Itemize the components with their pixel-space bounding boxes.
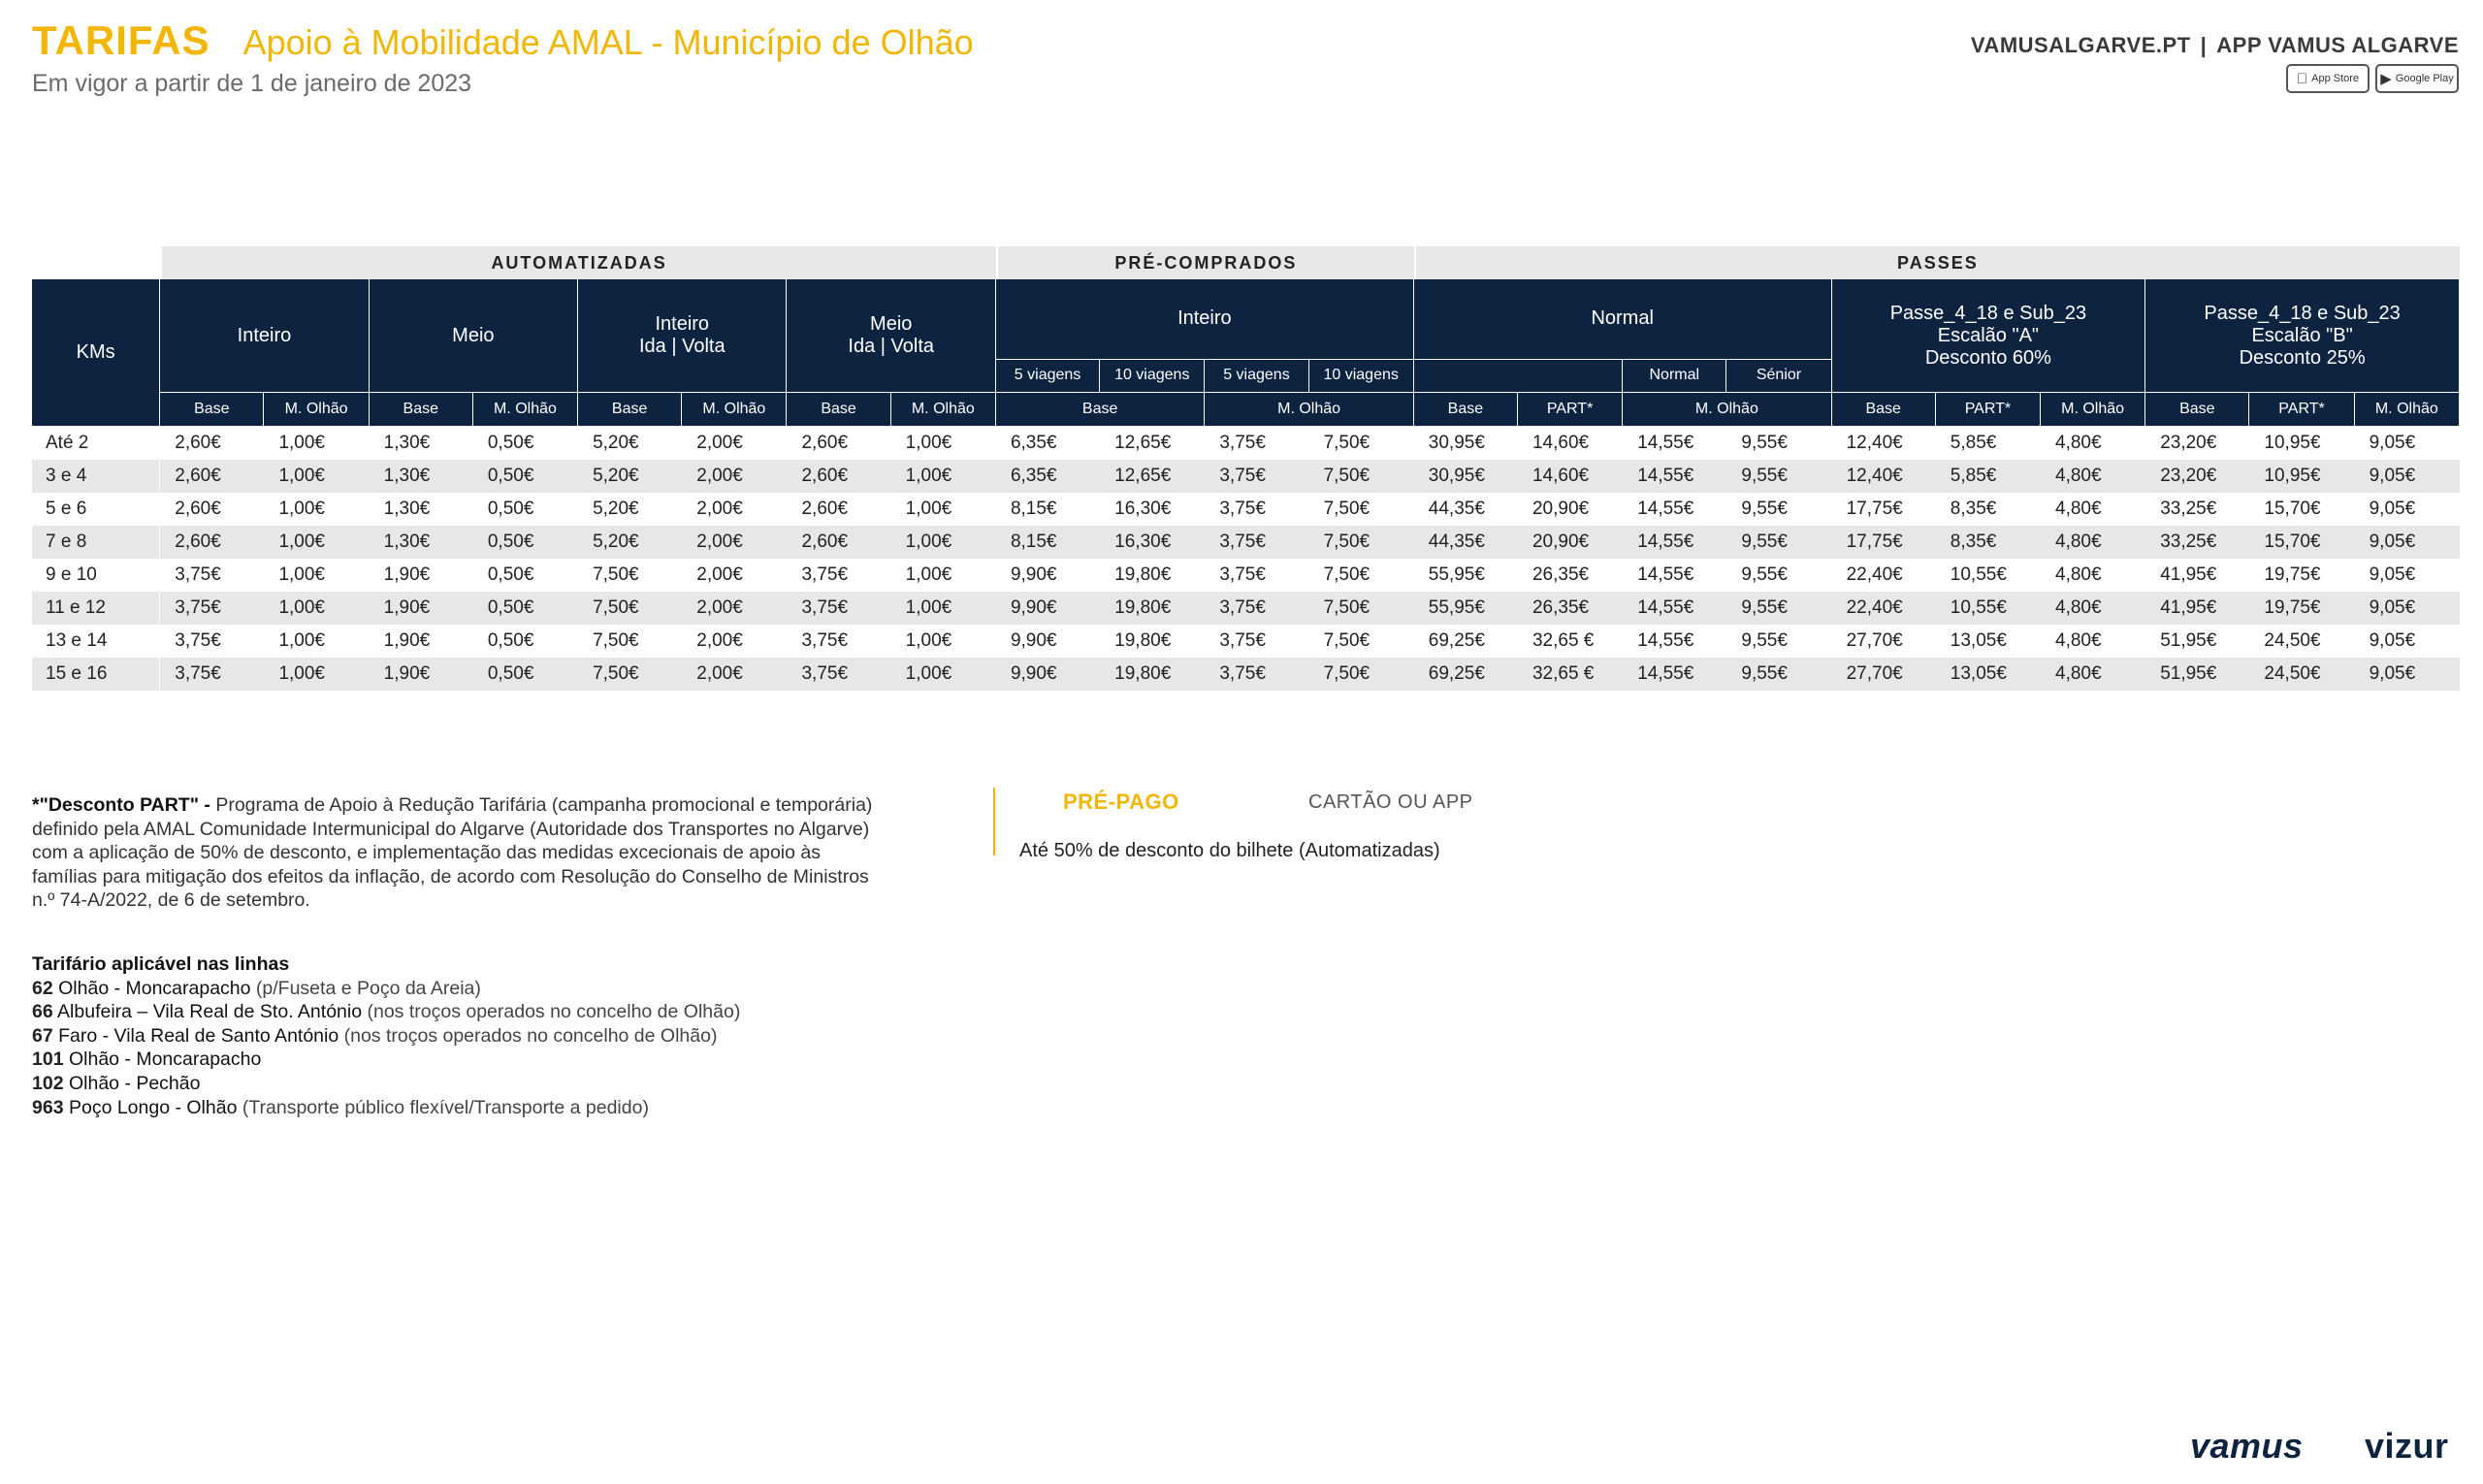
fare-cell: 5,20€ [578, 526, 682, 559]
escalao-a-base: Base [1832, 393, 1936, 427]
fare-cell: 1,00€ [891, 493, 996, 526]
passes-escalao-b-header [2145, 279, 2460, 393]
play-icon: ▶ [2380, 71, 2392, 87]
escalao-a-line1: Passe_4_18 e Sub_23 [1889, 302, 2087, 324]
passes-escalao-a-header [1832, 279, 2146, 393]
pre-5-viagens-a: 5 viagens [996, 360, 1100, 393]
fare-cell: 9,90€ [996, 625, 1100, 658]
fare-cell: 19,80€ [1100, 592, 1205, 625]
google-play-badge[interactable] [2375, 64, 2459, 93]
fare-cell: 12,40€ [1832, 427, 1936, 460]
km-range: 13 e 14 [32, 625, 160, 658]
fare-cell: 4,80€ [2041, 427, 2145, 460]
prepago-divider [993, 788, 995, 855]
fare-cell: 3,75€ [1205, 526, 1308, 559]
fare-cell: 9,05€ [2355, 460, 2460, 493]
fare-cell: 7,50€ [1309, 526, 1414, 559]
auto-meio-iv-line1: Meio [870, 313, 913, 335]
fare-table [32, 246, 2460, 691]
app-store-label: App Store [2306, 73, 2354, 84]
fare-cell: 1,00€ [891, 625, 996, 658]
fare-cell: 2,60€ [160, 493, 264, 526]
fare-cell: 8,35€ [1936, 493, 2041, 526]
fare-cell: 14,55€ [1623, 526, 1726, 559]
escalao-b-line1: Passe_4_18 e Sub_23 [2204, 302, 2401, 324]
fare-cell: 19,80€ [1100, 625, 1205, 658]
fare-cell: 3,75€ [787, 592, 890, 625]
line-extra: (nos troços operados no concelho de Olhão) [343, 1024, 718, 1047]
fare-cell: 9,05€ [2355, 658, 2460, 691]
fare-cell: 9,55€ [1726, 526, 1831, 559]
fare-cell: 1,30€ [370, 493, 473, 526]
fare-cell: 1,90€ [370, 658, 473, 691]
fare-cell: 15,70€ [2249, 493, 2354, 526]
fare-cell: 5,20€ [578, 460, 682, 493]
fare-cell: 13,05€ [1936, 625, 2041, 658]
group-pre-comprados: PRÉ-COMPRADOS [996, 246, 1414, 279]
header-row-1 [32, 279, 2460, 360]
fare-cell: 14,55€ [1623, 427, 1726, 460]
fare-cell: 0,50€ [473, 427, 578, 460]
fare-cell: 1,00€ [891, 460, 996, 493]
fare-cell: 12,40€ [1832, 460, 1936, 493]
fare-cell: 24,50€ [2249, 658, 2354, 691]
fare-cell: 27,70€ [1832, 658, 1936, 691]
fare-cell: 13,05€ [1936, 658, 2041, 691]
table-row [32, 493, 2460, 526]
line-route: Olhão - Pechão [68, 1072, 201, 1094]
group-automatizadas: AUTOMATIZADAS [160, 246, 996, 279]
pre-10-viagens-b: 10 viagens [1309, 360, 1414, 393]
fare-cell: 7,50€ [1309, 592, 1414, 625]
line-extra: (Transporte público flexível/Transporte a pedido) [242, 1096, 649, 1118]
auto-meio-iv-header [787, 279, 995, 393]
fare-cell: 2,00€ [682, 493, 787, 526]
fare-cell: 9,90€ [996, 658, 1100, 691]
escalao-b-part: PART* [2249, 393, 2354, 427]
fare-cell: 22,40€ [1832, 592, 1936, 625]
fare-cell: 1,30€ [370, 460, 473, 493]
fare-cell: 4,80€ [2041, 592, 2145, 625]
fare-cell: 32,65 € [1518, 625, 1623, 658]
fare-cell: 41,95€ [2145, 559, 2249, 592]
fare-cell: 2,00€ [682, 559, 787, 592]
fare-cell: 8,15€ [996, 493, 1100, 526]
km-range: 11 e 12 [32, 592, 160, 625]
fare-cell: 1,00€ [891, 427, 996, 460]
pre-base: Base [996, 393, 1205, 427]
auto-inteiro-base: Base [160, 393, 264, 427]
fare-cell: 16,30€ [1100, 493, 1205, 526]
line-item [32, 1024, 740, 1048]
fare-cell: 12,65€ [1100, 427, 1205, 460]
fare-cell: 7,50€ [578, 625, 682, 658]
fare-cell: 4,80€ [2041, 493, 2145, 526]
header-row-3 [32, 393, 2460, 427]
table-row [32, 625, 2460, 658]
vamus-logo: vamus [2190, 1426, 2304, 1466]
fare-cell: 7,50€ [578, 559, 682, 592]
km-range: 3 e 4 [32, 460, 160, 493]
fare-cell: 26,35€ [1518, 559, 1623, 592]
fare-cell: 10,95€ [2249, 427, 2354, 460]
fare-cell: 33,25€ [2145, 526, 2249, 559]
fare-cell: 8,15€ [996, 526, 1100, 559]
normal-part: PART* [1518, 393, 1623, 427]
fare-cell: 12,65€ [1100, 460, 1205, 493]
fare-cell: 41,95€ [2145, 592, 2249, 625]
fare-cell: 33,25€ [2145, 493, 2249, 526]
fare-cell: 19,80€ [1100, 559, 1205, 592]
brand-links [1971, 33, 2459, 58]
fare-cell: 0,50€ [473, 493, 578, 526]
fare-cell: 14,55€ [1623, 592, 1726, 625]
prepago-description: Até 50% de desconto do bilhete (Automatizadas) [1019, 840, 1440, 861]
fare-cell: 4,80€ [2041, 526, 2145, 559]
pre-10-viagens-a: 10 viagens [1100, 360, 1205, 393]
fare-cell: 32,65 € [1518, 658, 1623, 691]
fare-cell: 23,20€ [2145, 460, 2249, 493]
fare-cell: 2,60€ [787, 526, 890, 559]
fare-cell: 2,60€ [160, 460, 264, 493]
fare-cell: 3,75€ [787, 625, 890, 658]
fare-cell: 3,75€ [787, 559, 890, 592]
applicable-lines [32, 952, 740, 1119]
normal-molhao: M. Olhão [1623, 393, 1831, 427]
fare-cell: 7,50€ [578, 658, 682, 691]
fare-cell: 1,00€ [264, 592, 369, 625]
normal-sub-header: Normal [1623, 360, 1726, 393]
fare-cell: 3,75€ [1205, 592, 1308, 625]
group-passes: PASSES [1414, 246, 2460, 279]
fare-cell: 9,05€ [2355, 427, 2460, 460]
fare-cell: 1,00€ [264, 658, 369, 691]
fare-cell: 2,00€ [682, 460, 787, 493]
line-number: 102 [32, 1072, 64, 1094]
fare-cell: 24,50€ [2249, 625, 2354, 658]
fare-cell: 0,50€ [473, 592, 578, 625]
fare-cell: 9,55€ [1726, 559, 1831, 592]
fare-cell: 9,05€ [2355, 526, 2460, 559]
fare-cell: 14,55€ [1623, 658, 1726, 691]
separator: | [2200, 33, 2208, 57]
fare-cell: 1,90€ [370, 559, 473, 592]
fare-cell: 8,35€ [1936, 526, 2041, 559]
fare-cell: 2,60€ [160, 427, 264, 460]
fare-cell: 51,95€ [2145, 625, 2249, 658]
fare-cell: 69,25€ [1414, 658, 1518, 691]
auto-meio-iv-molhao: M. Olhão [891, 393, 996, 427]
table-row [32, 526, 2460, 559]
line-number: 62 [32, 977, 53, 999]
fare-cell: 6,35€ [996, 427, 1100, 460]
fare-cell: 1,00€ [264, 526, 369, 559]
auto-meio-header: Meio [370, 279, 578, 393]
km-range: Até 2 [32, 427, 160, 460]
fare-table-body [32, 427, 2460, 691]
group-empty [32, 246, 160, 279]
fare-cell: 1,30€ [370, 526, 473, 559]
escalao-a-line3: Desconto 60% [1924, 346, 2051, 369]
line-number: 66 [32, 1001, 53, 1023]
vizur-logo: vizur [2365, 1426, 2449, 1466]
line-item [32, 1048, 740, 1072]
line-route: Poço Longo - Olhão [68, 1096, 238, 1118]
prepago-card-label: CARTÃO OU APP [1308, 791, 1473, 813]
fare-cell: 2,00€ [682, 592, 787, 625]
fare-cell: 1,00€ [264, 493, 369, 526]
fare-cell: 4,80€ [2041, 658, 2145, 691]
fare-cell: 9,05€ [2355, 625, 2460, 658]
fare-cell: 10,55€ [1936, 592, 2041, 625]
fare-cell: 3,75€ [160, 658, 264, 691]
line-number: 67 [32, 1024, 53, 1047]
normal-base: Base [1414, 393, 1518, 427]
line-item [32, 1096, 740, 1120]
fare-cell: 9,05€ [2355, 493, 2460, 526]
fare-cell: 3,75€ [1205, 658, 1308, 691]
fare-cell: 9,55€ [1726, 493, 1831, 526]
app-link[interactable]: APP VAMUS ALGARVE [2216, 33, 2459, 57]
fare-cell: 2,00€ [682, 625, 787, 658]
pre-5-viagens-b: 5 viagens [1205, 360, 1308, 393]
fare-cell: 44,35€ [1414, 526, 1518, 559]
apple-icon [2297, 71, 2307, 87]
table-row [32, 427, 2460, 460]
fare-cell: 7,50€ [1309, 460, 1414, 493]
fare-cell: 1,00€ [891, 592, 996, 625]
line-extra: (p/Fuseta e Poço da Areia) [255, 977, 481, 999]
fare-cell: 0,50€ [473, 559, 578, 592]
fare-cell: 0,50€ [473, 526, 578, 559]
page-title: TARIFAS [32, 17, 210, 63]
fare-cell: 9,55€ [1726, 625, 1831, 658]
line-item [32, 1072, 740, 1096]
page-subtitle: Apoio à Mobilidade AMAL - Município de Olhão [242, 22, 974, 62]
fare-cell: 20,90€ [1518, 526, 1623, 559]
escalao-b-molhao: M. Olhão [2355, 393, 2460, 427]
fare-cell: 1,90€ [370, 625, 473, 658]
fare-cell: 2,60€ [160, 526, 264, 559]
fare-cell: 1,00€ [264, 625, 369, 658]
auto-inteiro-header: Inteiro [160, 279, 369, 393]
fare-cell: 14,55€ [1623, 460, 1726, 493]
auto-meio-iv-line2: Ida | Volta [848, 336, 934, 357]
line-route: Olhão - Moncarapacho [58, 977, 251, 999]
normal-blank [1414, 360, 1623, 393]
fare-cell: 7,50€ [1309, 625, 1414, 658]
fare-cell: 7,50€ [578, 592, 682, 625]
fare-cell: 14,55€ [1623, 493, 1726, 526]
fare-cell: 14,55€ [1623, 559, 1726, 592]
fare-cell: 7,50€ [1309, 559, 1414, 592]
fare-cell: 1,00€ [891, 526, 996, 559]
fare-cell: 20,90€ [1518, 493, 1623, 526]
fare-cell: 2,00€ [682, 427, 787, 460]
part-note-title: *"Desconto PART" - [32, 794, 210, 816]
line-number: 101 [32, 1048, 64, 1071]
auto-meio-iv-base: Base [787, 393, 890, 427]
km-range: 7 e 8 [32, 526, 160, 559]
fare-cell: 55,95€ [1414, 559, 1518, 592]
line-route: Olhão - Moncarapacho [68, 1048, 262, 1071]
fare-cell: 3,75€ [787, 658, 890, 691]
km-range: 9 e 10 [32, 559, 160, 592]
fare-cell: 14,60€ [1518, 427, 1623, 460]
fare-cell: 9,05€ [2355, 592, 2460, 625]
validity-date: Em vigor a partir de 1 de janeiro de 2023 [32, 70, 472, 97]
fare-cell: 9,55€ [1726, 658, 1831, 691]
auto-inteiro-iv-header [578, 279, 787, 393]
fare-cell: 2,60€ [787, 493, 890, 526]
fare-cell: 9,55€ [1726, 427, 1831, 460]
line-route: Faro - Vila Real de Santo António [58, 1024, 339, 1047]
line-item [32, 977, 740, 1001]
fare-cell: 2,60€ [787, 460, 890, 493]
fare-cell: 3,75€ [160, 592, 264, 625]
fare-cell: 0,50€ [473, 658, 578, 691]
fare-cell: 4,80€ [2041, 559, 2145, 592]
fare-cell: 14,55€ [1623, 625, 1726, 658]
fare-cell: 1,00€ [264, 559, 369, 592]
fare-cell: 5,85€ [1936, 427, 2041, 460]
fare-cell: 17,75€ [1832, 493, 1936, 526]
lines-list [32, 977, 740, 1120]
fare-cell: 55,95€ [1414, 592, 1518, 625]
fare-cell: 1,90€ [370, 592, 473, 625]
pre-molhao: M. Olhão [1205, 393, 1413, 427]
fare-cell: 7,50€ [1309, 427, 1414, 460]
auto-inteiro-iv-molhao: M. Olhão [682, 393, 787, 427]
fare-cell: 10,55€ [1936, 559, 2041, 592]
fare-cell: 23,20€ [2145, 427, 2249, 460]
fare-cell: 9,55€ [1726, 460, 1831, 493]
fare-cell: 5,20€ [578, 493, 682, 526]
fare-cell: 5,20€ [578, 427, 682, 460]
fare-cell: 3,75€ [1205, 559, 1308, 592]
escalao-b-line3: Desconto 25% [2239, 346, 2366, 369]
fare-cell: 27,70€ [1832, 625, 1936, 658]
part-note-body: Programa de Apoio à Redução Tarifária (campanha promocional e temporária) definido pela AMAL Comunidade Intermunicipal do Algarve (Autoridade dos Transportes no Algarve) com a aplicação de 50% de desconto, e implementação das medidas excecionais de apoio às famílias para mitigação dos efeitos da inflação, de acordo com Resolução do Conselho de Ministros n.º 74-A/2022, de 6 de setembro. [32, 794, 873, 911]
fare-cell: 9,90€ [996, 559, 1100, 592]
fare-cell: 17,75€ [1832, 526, 1936, 559]
prepago-title: PRÉ-PAGO [1063, 790, 1179, 814]
auto-inteiro-iv-line1: Inteiro [655, 313, 710, 335]
lines-title: Tarifário aplicável nas linhas [32, 953, 290, 975]
fare-cell: 30,95€ [1414, 460, 1518, 493]
fare-cell: 0,50€ [473, 625, 578, 658]
fare-cell: 2,00€ [682, 526, 787, 559]
fare-cell: 9,05€ [2355, 559, 2460, 592]
google-play-label: Google Play [2395, 73, 2454, 84]
fare-cell: 7,50€ [1309, 658, 1414, 691]
senior-sub-header: Sénior [1726, 360, 1831, 393]
fare-cell: 51,95€ [2145, 658, 2249, 691]
fare-cell: 1,00€ [891, 559, 996, 592]
kms-header: KMs [32, 279, 160, 427]
fare-cell: 14,60€ [1518, 460, 1623, 493]
fare-cell: 3,75€ [1205, 460, 1308, 493]
fare-cell: 3,75€ [1205, 625, 1308, 658]
fare-cell: 1,00€ [264, 427, 369, 460]
fare-cell: 1,00€ [264, 460, 369, 493]
fare-cell: 30,95€ [1414, 427, 1518, 460]
site-link[interactable]: VAMUSALGARVE.PT [1970, 33, 2191, 57]
fare-cell: 9,55€ [1726, 592, 1831, 625]
fare-cell: 15,70€ [2249, 526, 2354, 559]
part-note [32, 793, 886, 913]
line-item [32, 1000, 740, 1024]
fare-cell: 22,40€ [1832, 559, 1936, 592]
fare-cell: 4,80€ [2041, 625, 2145, 658]
fare-cell: 2,60€ [787, 427, 890, 460]
fare-cell: 1,00€ [891, 658, 996, 691]
group-header-row [32, 246, 2460, 279]
km-range: 5 e 6 [32, 493, 160, 526]
fare-cell: 19,75€ [2249, 559, 2354, 592]
fare-cell: 9,90€ [996, 592, 1100, 625]
fare-cell: 10,95€ [2249, 460, 2354, 493]
fare-cell: 3,75€ [160, 625, 264, 658]
escalao-a-part: PART* [1936, 393, 2041, 427]
table-row [32, 658, 2460, 691]
line-route: Albufeira – Vila Real de Sto. António [57, 1001, 363, 1023]
fare-cell: 69,25€ [1414, 625, 1518, 658]
fare-cell: 4,80€ [2041, 460, 2145, 493]
app-store-badge[interactable] [2286, 64, 2370, 93]
escalao-a-line2: Escalão "A" [1937, 324, 2040, 346]
fare-cell: 1,30€ [370, 427, 473, 460]
fare-cell: 3,75€ [1205, 493, 1308, 526]
pre-inteiro-header: Inteiro [996, 279, 1414, 360]
passes-normal-header: Normal [1414, 279, 1832, 360]
km-range: 15 e 16 [32, 658, 160, 691]
fare-cell: 0,50€ [473, 460, 578, 493]
auto-meio-base: Base [370, 393, 473, 427]
auto-inteiro-molhao: M. Olhão [264, 393, 369, 427]
auto-inteiro-iv-base: Base [578, 393, 682, 427]
table-row [32, 592, 2460, 625]
escalao-b-base: Base [2145, 393, 2249, 427]
line-extra: (nos troços operados no concelho de Olhão) [367, 1001, 741, 1023]
fare-cell: 6,35€ [996, 460, 1100, 493]
fare-cell: 7,50€ [1309, 493, 1414, 526]
auto-inteiro-iv-line2: Ida | Volta [638, 336, 726, 357]
title-row [32, 17, 974, 64]
fare-cell: 3,75€ [160, 559, 264, 592]
line-number: 963 [32, 1096, 64, 1118]
fare-cell: 19,75€ [2249, 592, 2354, 625]
fare-cell: 26,35€ [1518, 592, 1623, 625]
table-row [32, 460, 2460, 493]
fare-cell: 44,35€ [1414, 493, 1518, 526]
fare-cell: 5,85€ [1936, 460, 2041, 493]
escalao-a-molhao: M. Olhão [2041, 393, 2145, 427]
auto-meio-molhao: M. Olhão [473, 393, 578, 427]
fare-cell: 19,80€ [1100, 658, 1205, 691]
fare-cell: 3,75€ [1205, 427, 1308, 460]
fare-cell: 2,00€ [682, 658, 787, 691]
store-badges [2286, 64, 2459, 93]
escalao-b-line2: Escalão "B" [2251, 324, 2353, 346]
fare-cell: 16,30€ [1100, 526, 1205, 559]
table-row [32, 559, 2460, 592]
